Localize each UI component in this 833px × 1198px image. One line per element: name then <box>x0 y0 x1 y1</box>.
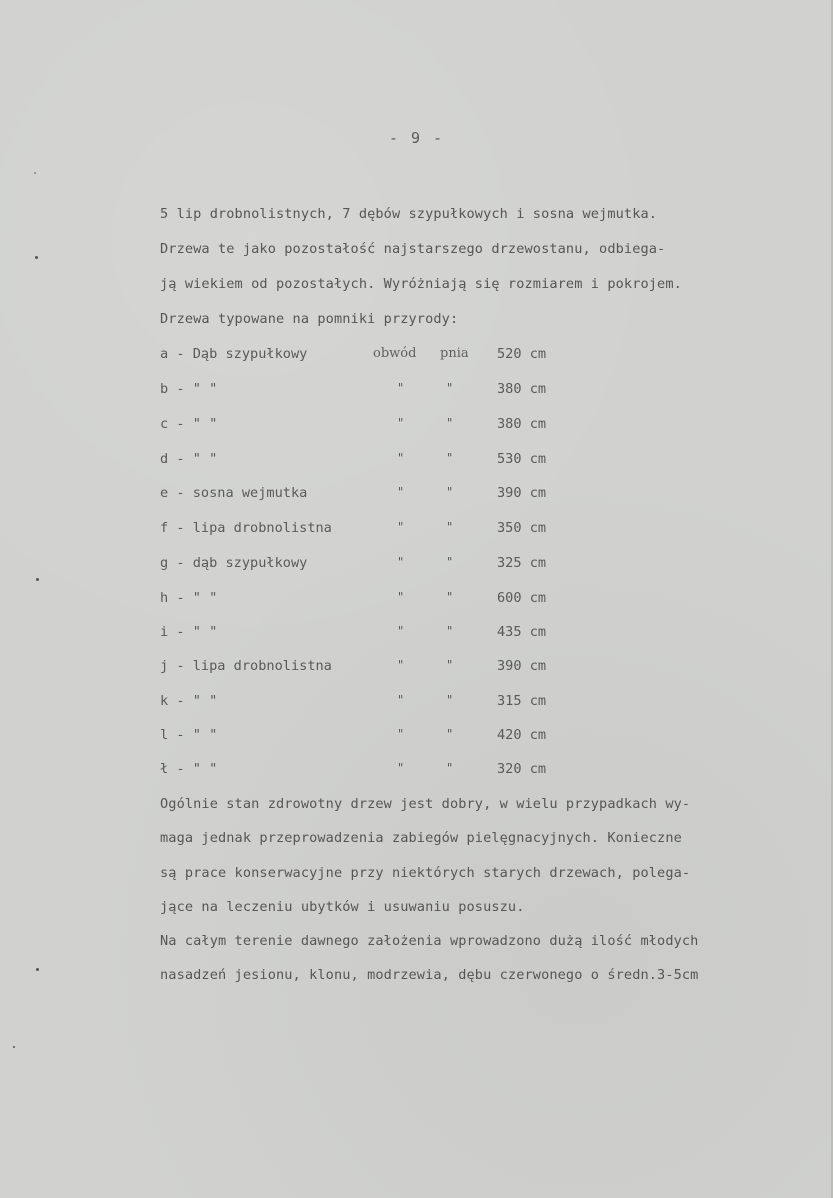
punch-mark <box>36 968 39 971</box>
tree-label: b - " " <box>160 381 218 397</box>
ditto-mark: " <box>397 693 405 707</box>
tree-label: g - dąb szypułkowy <box>160 555 308 571</box>
tree-label: i - " " <box>160 624 218 640</box>
tree-label: h - " " <box>160 590 218 606</box>
punch-mark <box>34 172 36 174</box>
ditto-mark: " <box>446 485 454 499</box>
tree-value: 325 cm <box>497 555 547 571</box>
tree-label: l - " " <box>160 727 218 743</box>
ditto-mark: " <box>446 590 454 604</box>
tree-row <box>160 485 580 505</box>
tree-row <box>160 346 580 366</box>
intro-line-4: Drzewa typowane na pomniki przyrody: <box>160 311 459 327</box>
closing-line-2: maga jednak przeprowadzenia zabiegów pielęgnacyjnych. Konieczne <box>160 830 682 846</box>
closing-line-1: Ogólnie stan zdrowotny drzew jest dobry, w wielu przypadkach wy- <box>160 796 691 812</box>
tree-value: 315 cm <box>497 693 547 709</box>
ditto-mark: " <box>446 555 454 569</box>
closing-line-6: nasadzeń jesionu, klonu, modrzewia, dębu czerwonego o średn.3-5cm <box>160 967 699 983</box>
intro-line-1: 5 lip drobnolistnych, 7 dębów szypułkowych i sosna wejmutka. <box>160 206 658 222</box>
tree-value: 390 cm <box>497 485 547 501</box>
tree-label: c - " " <box>160 416 218 432</box>
ditto-mark: " <box>397 555 405 569</box>
ditto-mark: " <box>397 451 405 465</box>
ditto-mark: " <box>446 416 454 430</box>
ditto-mark: " <box>397 485 405 499</box>
closing-line-5: Na całym terenie dawnego założenia wprowadzono dużą ilość młodych <box>160 933 699 949</box>
ditto-mark: " <box>446 693 454 707</box>
tree-label: j - lipa drobnolistna <box>160 658 332 674</box>
tree-value: 530 cm <box>497 451 547 467</box>
tree-row <box>160 727 580 747</box>
tree-value: 600 cm <box>497 590 547 606</box>
punch-mark <box>13 1046 15 1048</box>
tree-row <box>160 416 580 436</box>
tree-value: 380 cm <box>497 381 547 397</box>
tree-value: 520 cm <box>497 346 547 362</box>
tree-label: ł - " " <box>160 761 218 777</box>
closing-line-4: jące na leczeniu ubytków i usuwaniu posuszu. <box>160 899 525 915</box>
punch-mark <box>36 578 39 581</box>
tree-value: 390 cm <box>497 658 547 674</box>
tree-value: 320 cm <box>497 761 547 777</box>
tree-value: 435 cm <box>497 624 547 640</box>
tree-row <box>160 555 580 575</box>
tree-value: 380 cm <box>497 416 547 432</box>
tree-row <box>160 624 580 644</box>
intro-line-3: ją wiekiem od pozostałych. Wyróżniają się rozmiarem i pokrojem. <box>160 276 682 292</box>
ditto-mark: " <box>446 727 454 741</box>
tree-row <box>160 658 580 678</box>
tree-label: a - Dąb szypułkowy <box>160 346 308 362</box>
tree-label: d - " " <box>160 451 218 467</box>
punch-mark <box>35 256 38 259</box>
tree-value: 350 cm <box>497 520 547 536</box>
ditto-mark: " <box>397 624 405 638</box>
ditto-mark: " <box>446 381 454 395</box>
page-number: - 9 - <box>388 129 445 147</box>
tree-row <box>160 520 580 540</box>
tree-row <box>160 451 580 471</box>
ditto-mark: " <box>397 658 405 672</box>
ditto-mark: " <box>446 658 454 672</box>
ditto-mark: " <box>397 416 405 430</box>
ditto-mark: " <box>397 761 405 775</box>
tree-label: e - sosna wejmutka <box>160 485 308 501</box>
tree-row <box>160 761 580 781</box>
ditto-mark: " <box>397 381 405 395</box>
ditto-mark: " <box>446 451 454 465</box>
tree-row <box>160 381 580 401</box>
intro-line-2: Drzewa te jako pozostałość najstarszego drzewostanu, odbiega- <box>160 241 666 257</box>
ditto-mark: " <box>397 520 405 534</box>
tree-label: f - lipa drobnolistna <box>160 520 332 536</box>
tree-label: k - " " <box>160 693 218 709</box>
ditto-mark: " <box>446 624 454 638</box>
ditto-mark: " <box>446 520 454 534</box>
tree-value: 420 cm <box>497 727 547 743</box>
ditto-mark: " <box>397 727 405 741</box>
tree-row <box>160 693 580 713</box>
trunk-label: pnia <box>440 346 469 361</box>
ditto-mark: " <box>397 590 405 604</box>
closing-line-3: są prace konserwacyjne przy niektórych starych drzewach, polega- <box>160 865 691 881</box>
ditto-mark: " <box>446 761 454 775</box>
tree-row <box>160 590 580 610</box>
circumference-label: obwód <box>373 346 417 361</box>
